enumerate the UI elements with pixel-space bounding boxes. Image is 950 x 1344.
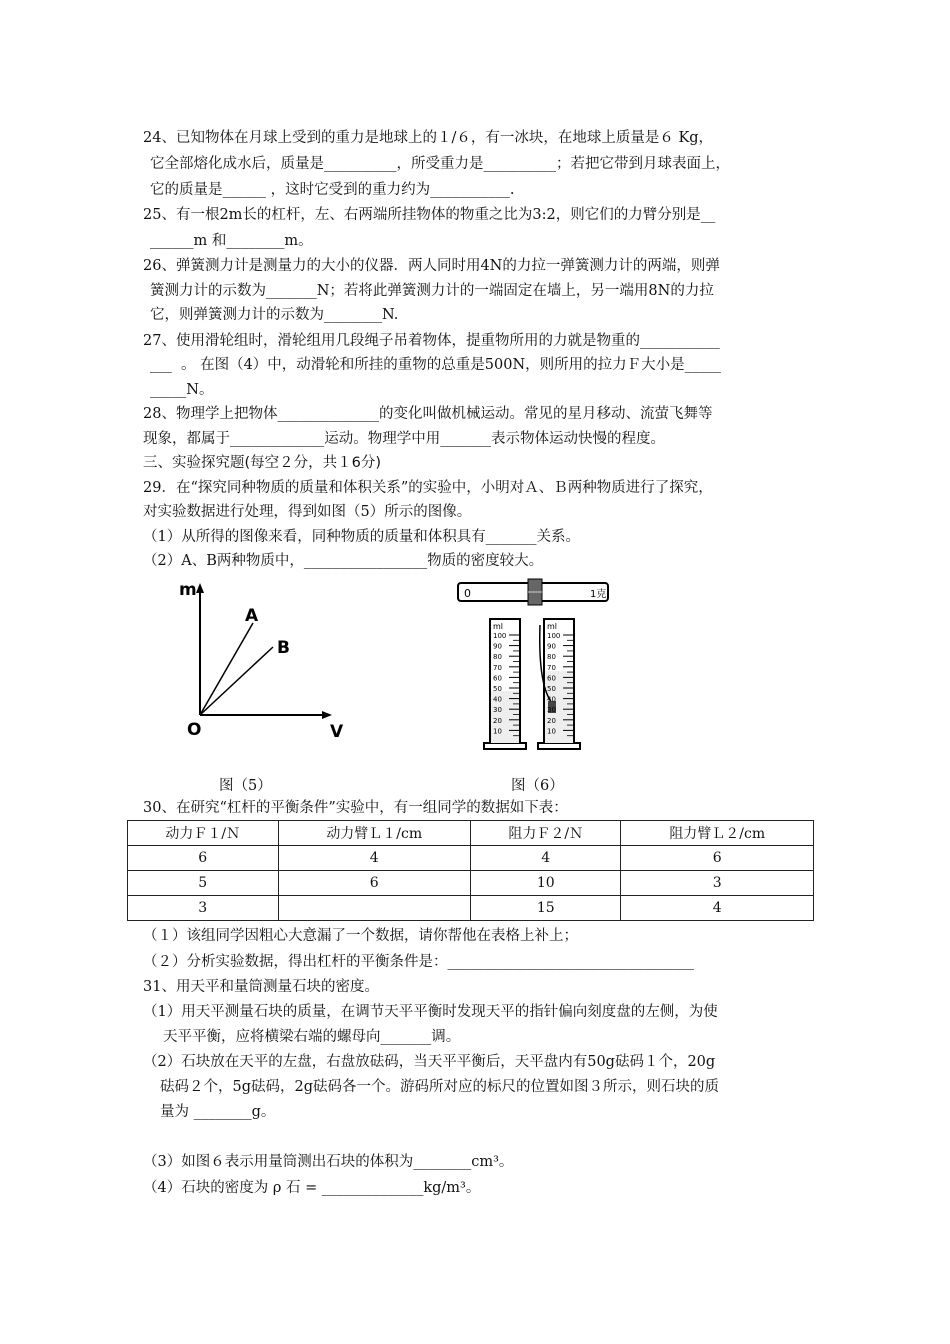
q26-line-2: 簧测力计的示数为_______N；若将此弹簧测力计的一端固定在墙上，另一端用8N的力拉 [150,283,714,299]
table-cell: 6 [278,871,470,896]
q31-line-2: （1）用天平测量石块的质量，在调节天平平衡时发现天平的指针偏向刻度盘的左侧，为使 [143,1004,718,1020]
table-cell: 4 [470,846,621,871]
cylinder-tick-label: 30 [493,706,502,715]
cylinder-tick-label: 30 [547,706,556,715]
q30-line-3: （２）分析实验数据，得出杠杆的平衡条件是：__________________________________ [143,954,694,970]
cylinder-left [484,619,526,749]
table-cell: 3 [621,871,814,896]
q26-line-1: 26、弹簧测力计是测量力的大小的仪器．两人同时用4N的力拉一弹簧测力计的两端，则弹 [143,258,720,274]
q27-line-2: ___ 。 在图（4）中，动滑轮和所挂的重物的总重是500N，则所用的拉力Ｆ大小是_____ [150,357,721,373]
label-o: O [187,720,202,740]
m-axis-arrow [196,583,204,593]
cylinder-tick-label: 90 [547,642,556,651]
line-a [200,623,253,715]
q29-line-4: （2）A、B两种物质中，_________________物质的密度较大。 [143,553,544,569]
cylinder-tick-label: 10 [547,727,556,736]
cylinder-right-base [538,743,580,749]
table-row [128,871,814,896]
figure-5-mv-graph [175,575,355,745]
cylinder-tick-label: 100 [547,632,561,640]
cylinder-tick-label: 60 [493,674,502,683]
figure-6-scale-and-cylinders [440,575,630,755]
q28-line-2: 现象，都属于_____________运动。物理学中用_______表示物体运动快慢的程度。 [143,431,665,447]
cylinder-tick-label: 60 [547,674,556,683]
q28-line-1: 28、物理学上把物体______________的变化叫做机械运动。常见的星月移动、流萤飞舞等 [143,406,713,422]
cylinder-tick-label: 40 [493,695,502,704]
cylinder-right [538,619,580,749]
cylinder-tick-label: 90 [493,642,502,651]
scale-right-label: 1克 [590,589,607,600]
cylinder-right-unit: ml [547,622,558,631]
cylinder-tick-label: 20 [547,716,556,725]
table-header-cell: 阻力Ｆ２/Ｎ [470,821,621,846]
table-header-cell: 动力臂Ｌ１/cm [278,821,470,846]
cylinder-tick-label: 80 [493,653,502,662]
section-3-heading: 三、实验探究题(每空２分，共１6分) [143,455,382,471]
v-axis-arrow [322,711,332,719]
q31-line-1: 31、用天平和量筒测量石块的密度。 [143,979,379,995]
q29-line-2: 对实验数据进行处理，得到如图（5）所示的图像。 [143,504,472,520]
q24-line-1: 24、已知物体在月球上受到的重力是地球上的１/６，有一冰块，在地球上质量是６ Kg， [143,130,714,146]
cylinder-tick-label: 80 [547,653,556,662]
cylinder-left-base [484,743,526,749]
label-m: m [179,580,197,600]
cylinder-tick-label: 70 [547,663,556,672]
q24-line-2: 它全部熔化成水后，质量是__________，所受重力是__________；若把它带到月球表面上， [150,156,730,172]
q30-line-2: （１）该组同学因粗心大意漏了一个数据，请你帮他在表格上补上； [143,928,578,944]
table-row [128,846,814,871]
label-a: A [245,606,259,626]
q31-line-5: 砝码２个，5g砝码，2g砝码各一个。游码所对应的标尺的位置如图３所示，则石块的质 [160,1079,720,1095]
label-v: V [330,722,344,742]
table-row [128,896,814,921]
q31-line-7: （3）如图６表示用量筒测出石块的体积为________cm³。 [143,1154,514,1170]
table-cell: 6 [621,846,814,871]
q29-line-1: 29．在“探究同种物质的质量和体积关系”的实验中，小明对Ａ、Ｂ两种物质进行了探究， [143,480,713,496]
q27-line-1: 27、使用滑轮组时，滑轮组用几段绳子吊着物体，提重物所用的力就是物重的___________ [143,333,720,349]
q31-line-4: （2）石块放在天平的左盘，右盘放砝码，当天平平衡后，天平盘内有50g砝码１个，20g [143,1054,716,1070]
cylinder-tick-label: 100 [493,632,507,640]
lever-data-table [127,820,814,921]
table-cell: 15 [470,896,621,921]
line-b [200,647,273,715]
q26-line-3: 它，则弹簧测力计的示数为________N. [150,307,399,323]
q25-line-2: ______m 和________m。 [150,233,313,249]
q30-line-1: 30、在研究“杠杆的平衡条件”实验中，有一组同学的数据如下表： [143,800,568,816]
table-header-row [128,821,814,846]
table-cell: 10 [470,871,621,896]
q31-line-6: 量为 ________g。 [160,1104,276,1120]
table-cell: 5 [128,871,279,896]
cylinder-tick-label: 50 [547,685,556,693]
cylinder-tick-label: 70 [493,663,502,672]
cylinder-tick-label: 20 [493,716,502,725]
cylinder-tick-label: 10 [493,727,502,736]
cylinder-left-unit: ml [493,622,504,631]
q27-line-3: _____N。 [150,382,214,398]
table-cell-missing[interactable] [278,896,470,921]
table-cell: 4 [621,896,814,921]
table-header-cell: 动力Ｆ１/Ｎ [128,821,279,846]
table-cell: 3 [128,896,279,921]
table-cell: 4 [278,846,470,871]
figure-5-caption: 图（5） [219,778,272,794]
q31-line-3: 天平平衡，应将横梁右端的螺母向_______调。 [163,1029,461,1045]
q25-line-1: 25、有一根2m长的杠杆，左、右两端所挂物体的物重之比为3:2，则它们的力臂分别是__ [143,207,716,223]
figure-6-caption: 图（6） [511,778,564,794]
q31-line-8: （4）石块的密度为 ρ 石 = ______________kg/m³。 [143,1180,481,1196]
table-cell: 6 [128,846,279,871]
cylinder-tick-label: 40 [547,695,556,704]
label-b: B [277,638,290,658]
cylinder-tick-label: 50 [493,685,502,693]
scale-left-label: 0 [464,587,471,600]
table-header-cell: 阻力臂Ｌ２/cm [621,821,814,846]
q24-line-3: 它的质量是______ ，这时它受到的重力约为___________. [150,182,515,198]
q29-line-3: （1）从所得的图像来看，同种物质的质量和体积具有_______关系。 [143,529,580,545]
